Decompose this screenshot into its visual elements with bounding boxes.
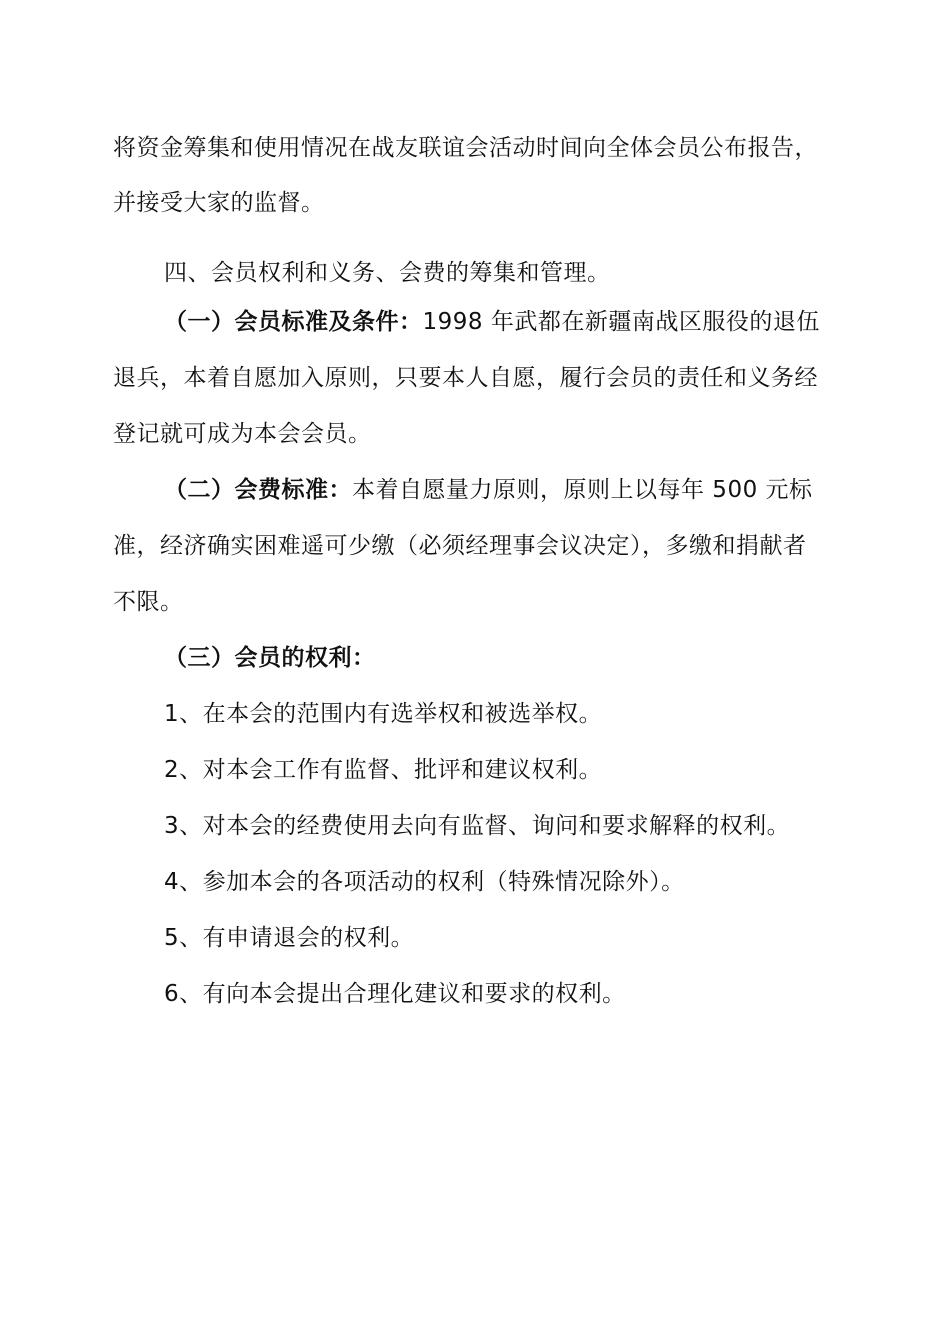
item-two-text: 本着自愿量力原则，原则上以每年 500 元标 xyxy=(352,477,813,503)
intro-paragraph-line-2: 并接受大家的监督。 xyxy=(113,190,325,216)
rights-list-item: 1、在本会的范围内有选举权和被选举权。 xyxy=(164,701,603,727)
item-one-label: （一）会员标准及条件： xyxy=(164,309,423,335)
item-one-line-3: 登记就可成为本会会员。 xyxy=(113,421,372,447)
item-two-label: （二）会费标准： xyxy=(164,477,352,503)
item-two-line-1 xyxy=(164,474,813,506)
section-four-heading: 四、会员权利和义务、会费的筹集和管理。 xyxy=(164,260,611,286)
item-one-line-1 xyxy=(164,306,820,338)
item-one-text: 1998 年武都在新疆南战区服役的退伍 xyxy=(422,309,820,335)
item-three-heading: （三）会员的权利： xyxy=(164,645,376,671)
rights-list-item: 2、对本会工作有监督、批评和建议权利。 xyxy=(164,757,603,783)
rights-list-item: 6、有向本会提出合理化建议和要求的权利。 xyxy=(164,981,626,1007)
item-two-line-3: 不限。 xyxy=(113,589,184,615)
item-two-line-2: 准，经济确实困难遥可少缴（必须经理事会议决定），多缴和捐献者 xyxy=(113,533,807,559)
item-one-line-2: 退兵，本着自愿加入原则，只要本人自愿，履行会员的责任和义务经 xyxy=(113,365,818,391)
intro-paragraph-line-1: 将资金筹集和使用情况在战友联谊会活动时间向全体会员公布报告， xyxy=(113,135,818,161)
rights-list-item: 5、有申请退会的权利。 xyxy=(164,925,415,951)
rights-list-item: 4、参加本会的各项活动的权利（特殊情况除外）。 xyxy=(164,869,685,895)
rights-list-item: 3、对本会的经费使用去向有监督、询问和要求解释的权利。 xyxy=(164,813,791,839)
